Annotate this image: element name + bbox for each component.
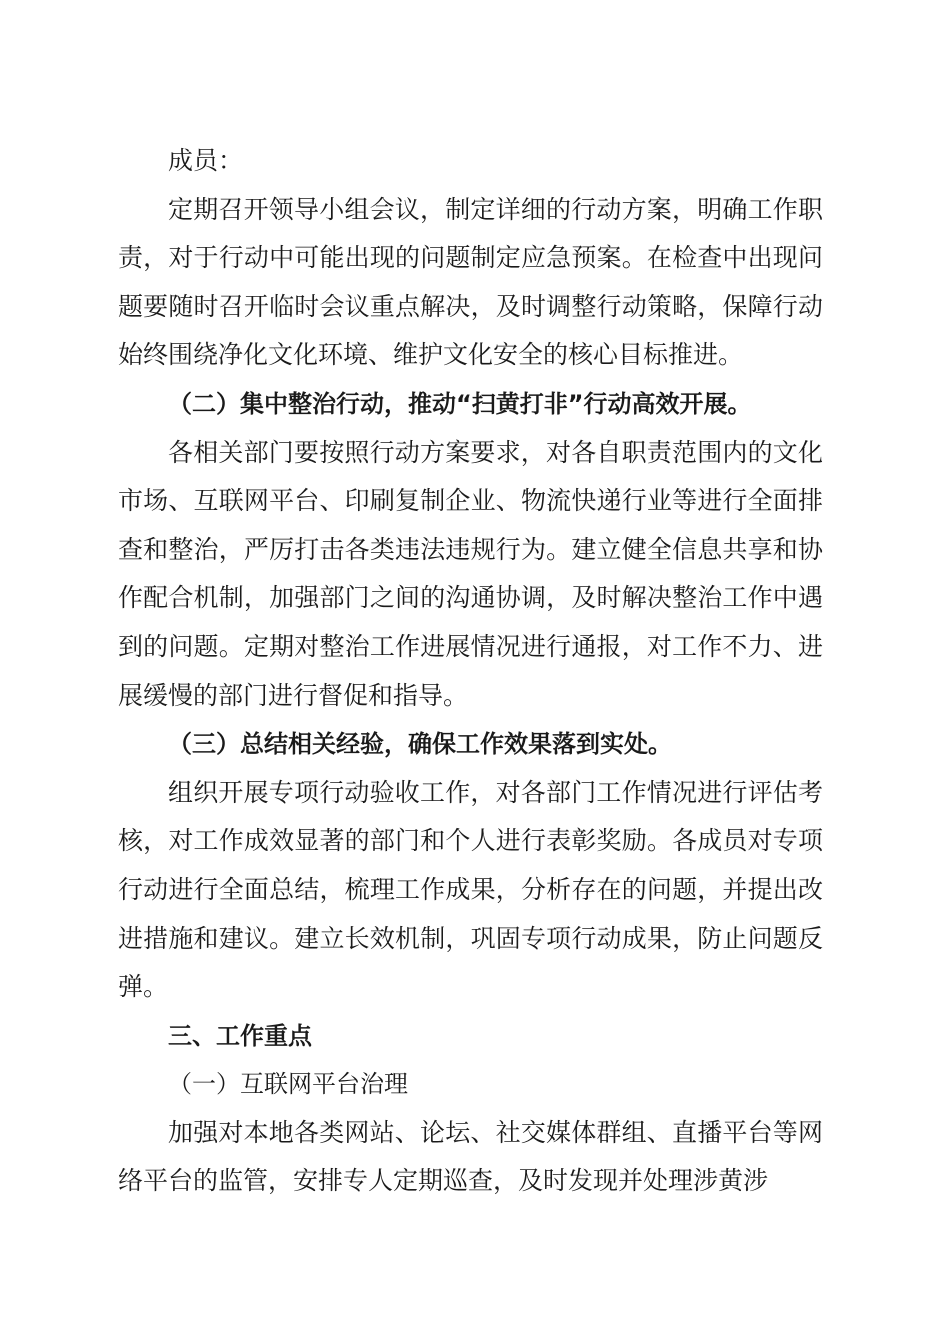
meeting-paragraph: 定期召开领导小组会议，制定详细的行动方案，明确工作职责，对于行动中可能出现的问题制定应急预案。在检查中出现问题要随时召开临时会议重点解决，及时调整行动策略，保障行动始终围绕净化文化环境、维护文化安全的核心目标推进。 — [118, 194, 823, 370]
document-body — [118, 137, 823, 1206]
internet-governance-paragraph: 加强对本地各类网站、论坛、社交媒体群组、直播平台等网络平台的监管，安排专人定期巡查，及时发现并处理涉黄涉 — [118, 1117, 823, 1196]
members-line: 成员： — [168, 146, 244, 175]
subsection-title-internet-governance: （一）互联网平台治理 — [168, 1070, 408, 1099]
summary-paragraph: 组织开展专项行动验收工作，对各部门工作情况进行评估考核，对工作成效显著的部门和个人进行表彰奖励。各成员对专项行动进行全面总结，梳理工作成果，分析存在的问题，并提出改进措施和建议。建立长效机制，巩固专项行动成果，防止问题反弹。 — [118, 777, 823, 1002]
subheading-concentrated-rectification: （二）集中整治行动，推动“扫黄打非”行动高效开展。 — [168, 389, 752, 418]
rectification-paragraph: 各相关部门要按照行动方案要求，对各自职责范围内的文化市场、互联网平台、印刷复制企业、物流快递行业等进行全面排查和整治，严厉打击各类违法违规行为。建立健全信息共享和协作配合机制，加强部门之间的沟通协调，及时解决整治工作中遇到的问题。定期对整治工作进展情况进行通报，对工作不力、进展缓慢的部门进行督促和指导。 — [118, 437, 823, 710]
subheading-summarize-experience: （三）总结相关经验，确保工作效果落到实处。 — [168, 730, 672, 759]
section-title-work-focus: 三、工作重点 — [168, 1021, 312, 1050]
